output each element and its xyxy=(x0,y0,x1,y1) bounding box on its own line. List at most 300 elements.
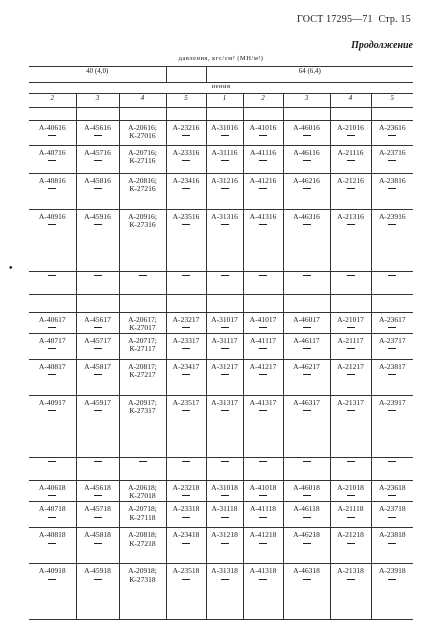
cell-content xyxy=(207,396,243,412)
dash-mark xyxy=(303,579,311,580)
dash-mark xyxy=(221,348,229,349)
designation-code: А-45917 xyxy=(84,397,111,407)
dash-mark xyxy=(48,160,56,161)
dash-mark xyxy=(259,410,267,411)
section-label: нения xyxy=(29,82,413,93)
dash-mark xyxy=(347,135,355,136)
dash-mark xyxy=(347,224,355,225)
designation-code: А-46316 xyxy=(293,211,320,221)
designation-code: А-40616 xyxy=(38,122,66,132)
cell-content xyxy=(167,334,206,350)
table-cell xyxy=(206,145,243,173)
dash-mark xyxy=(388,327,396,328)
column-number: 5 xyxy=(371,93,413,107)
dash-mark xyxy=(48,224,56,225)
dash-mark xyxy=(94,348,102,349)
pressure-left: 40 (4,0) xyxy=(29,66,166,82)
designation-code: А-46016 xyxy=(293,122,320,132)
table-cell xyxy=(76,107,119,120)
designation-code: А-23918 xyxy=(378,566,406,575)
gap-cell xyxy=(371,271,413,294)
cell-content xyxy=(331,121,371,137)
cell-content xyxy=(77,396,119,412)
dash-mark xyxy=(182,374,190,375)
dash-mark xyxy=(303,224,311,225)
cell-content xyxy=(244,108,283,111)
dash-mark xyxy=(259,275,267,276)
table-cell xyxy=(29,209,76,271)
cell-content xyxy=(244,174,283,190)
designation-code: А-46216 xyxy=(293,175,320,185)
table-cell xyxy=(166,564,206,620)
cell-content xyxy=(167,564,206,580)
designation-code: А-21116 xyxy=(337,147,364,157)
dash-mark xyxy=(347,327,355,328)
cell-content xyxy=(207,210,243,226)
dash-mark xyxy=(139,461,147,462)
cell-content xyxy=(331,313,371,329)
cell-content xyxy=(29,528,76,544)
table-cell xyxy=(330,480,371,501)
dash-mark xyxy=(48,188,56,189)
table-cell xyxy=(166,359,206,395)
cell-content xyxy=(77,313,119,329)
dash-mark xyxy=(303,160,311,161)
dash-mark xyxy=(182,495,190,496)
designation-code: А-21318 xyxy=(337,566,364,575)
table-cell xyxy=(119,359,166,395)
dash-mark xyxy=(94,188,102,189)
column-number: 3 xyxy=(283,93,330,107)
pressure-header-row xyxy=(29,55,413,66)
table-cell xyxy=(119,173,166,209)
cell-content xyxy=(284,146,330,162)
standard-header xyxy=(297,14,411,25)
cell-content xyxy=(167,174,206,190)
table-cell xyxy=(76,145,119,173)
cell-content xyxy=(29,481,76,497)
alternate-code: К-27316 xyxy=(129,220,156,230)
designation-code: А-31118 xyxy=(211,504,238,513)
designation-code: А-23917 xyxy=(378,397,406,407)
table-cell xyxy=(371,120,413,145)
cell-content xyxy=(207,481,243,497)
table-cell xyxy=(330,312,371,333)
cell-content xyxy=(77,295,119,298)
dash-mark xyxy=(48,275,56,276)
designation-code: А-31316 xyxy=(211,211,238,221)
designation-code: А-46116 xyxy=(293,147,320,157)
cell-content xyxy=(207,174,243,190)
cell-content xyxy=(284,210,330,226)
dash-mark xyxy=(94,374,102,375)
designation-code: А-46217 xyxy=(293,361,320,371)
table-cell xyxy=(243,312,283,333)
column-number: 1 xyxy=(206,93,243,107)
gap-cell xyxy=(206,271,243,294)
dash-mark xyxy=(388,374,396,375)
dash-mark xyxy=(182,188,190,189)
table-cell xyxy=(283,333,330,359)
table-cell xyxy=(206,480,243,501)
dash-mark xyxy=(347,275,355,276)
designation-code: А-40817 xyxy=(38,361,66,371)
designation-code: А-41118 xyxy=(249,504,277,513)
designation-code: А-23618 xyxy=(378,482,406,492)
cell-content xyxy=(372,334,414,350)
table-cell xyxy=(119,395,166,457)
designation-code: А-21117 xyxy=(337,335,364,345)
dash-mark xyxy=(388,517,396,518)
table-cell xyxy=(29,145,76,173)
designation-code: А-40617 xyxy=(38,314,66,324)
table-cell xyxy=(119,107,166,120)
table-cell xyxy=(243,294,283,312)
cell-content xyxy=(167,121,206,137)
dash-mark xyxy=(259,135,267,136)
cell-content xyxy=(120,121,166,141)
gap-cell xyxy=(76,271,119,294)
cell-content xyxy=(284,396,330,412)
dash-mark xyxy=(259,517,267,518)
table-cell xyxy=(330,145,371,173)
cell-content xyxy=(207,146,243,162)
designation-code: А-41218 xyxy=(249,530,277,539)
designation-code: А-46017 xyxy=(293,314,320,324)
designation-code: А-23218 xyxy=(172,482,200,492)
table-cell xyxy=(119,333,166,359)
cell-content xyxy=(244,121,283,137)
table-cell xyxy=(166,528,206,564)
table-cell xyxy=(206,209,243,271)
designation-code: А-31217 xyxy=(211,361,238,371)
column-number: 4 xyxy=(119,93,166,107)
cell-content xyxy=(77,502,119,518)
dash-mark xyxy=(388,543,396,544)
designation-code: А-23818 xyxy=(378,530,406,539)
designation-code: А-31016 xyxy=(211,122,238,132)
dash-mark xyxy=(94,495,102,496)
cell-content xyxy=(331,360,371,376)
margin-bullet: • xyxy=(9,263,13,274)
table-cell xyxy=(166,145,206,173)
dash-mark xyxy=(259,188,267,189)
dash-mark xyxy=(221,495,229,496)
gap-cell xyxy=(330,457,371,480)
dash-mark xyxy=(182,579,190,580)
cell-content xyxy=(167,146,206,162)
alternate-code: К-27118 xyxy=(129,512,156,522)
cell-content xyxy=(207,360,243,376)
designation-code: А-31317 xyxy=(211,397,238,407)
dash-mark xyxy=(182,348,190,349)
table-cell xyxy=(76,209,119,271)
designation-code: А-21317 xyxy=(337,397,364,407)
designation-code: А-23316 xyxy=(172,147,200,157)
cell-content xyxy=(244,396,283,412)
cell-content xyxy=(29,396,76,412)
cell-content xyxy=(120,481,166,501)
dash-mark xyxy=(221,160,229,161)
dash-mark xyxy=(221,374,229,375)
cell-content xyxy=(167,528,206,544)
column-number: 5 xyxy=(166,93,206,107)
table-row xyxy=(29,173,413,209)
dash-mark xyxy=(259,160,267,161)
table-cell xyxy=(166,480,206,501)
gap-cell xyxy=(206,457,243,480)
dash-mark xyxy=(48,517,56,518)
dash-mark xyxy=(182,135,190,136)
table-cell xyxy=(166,333,206,359)
cell-content xyxy=(244,481,283,497)
dash-mark xyxy=(347,543,355,544)
table-cell xyxy=(29,107,76,120)
table-cell xyxy=(371,145,413,173)
cell-content xyxy=(372,146,414,162)
table-cell xyxy=(76,502,119,528)
table-cell xyxy=(166,209,206,271)
table-cell xyxy=(243,564,283,620)
dash-mark xyxy=(182,543,190,544)
designation-code: А-21017 xyxy=(337,314,364,324)
cell-content xyxy=(207,502,243,518)
cell-content xyxy=(29,174,76,190)
table-cell xyxy=(76,359,119,395)
cell-content xyxy=(331,396,371,412)
designation-code: А-20717; xyxy=(128,335,157,345)
table-cell xyxy=(330,359,371,395)
cell-content xyxy=(372,313,414,329)
column-number-row xyxy=(29,93,413,107)
cell-content xyxy=(167,481,206,497)
dash-mark xyxy=(139,275,147,276)
gap-cell xyxy=(371,457,413,480)
cell-content xyxy=(29,146,76,162)
dash-mark xyxy=(48,495,56,496)
table-cell xyxy=(330,333,371,359)
table-row xyxy=(29,564,413,620)
designation-code: А-21217 xyxy=(337,361,364,371)
designation-code: А-45716 xyxy=(84,147,111,157)
gap-cell xyxy=(283,271,330,294)
table-cell xyxy=(29,120,76,145)
designation-code: А-45718 xyxy=(84,504,111,513)
designation-code: А-23518 xyxy=(172,566,200,575)
dash-mark xyxy=(388,461,396,462)
designation-code: А-20817; xyxy=(128,361,157,371)
table-cell xyxy=(243,395,283,457)
dash-mark xyxy=(221,410,229,411)
cell-content xyxy=(207,313,243,329)
cell-content xyxy=(77,121,119,137)
cell-content xyxy=(244,564,283,580)
designation-code: А-41217 xyxy=(249,361,277,371)
dash-mark xyxy=(347,188,355,189)
table-cell xyxy=(29,480,76,501)
alternate-code: К-27216 xyxy=(129,184,156,194)
table-cell xyxy=(29,528,76,564)
designation-code: А-41316 xyxy=(249,211,277,221)
gap-cell xyxy=(119,457,166,480)
cell-content xyxy=(331,210,371,226)
dash-mark xyxy=(303,275,311,276)
cell-content xyxy=(207,295,243,298)
alternate-code: К-27217 xyxy=(129,370,156,380)
cell-content xyxy=(167,210,206,226)
dash-mark xyxy=(48,327,56,328)
table-cell xyxy=(206,294,243,312)
dash-mark xyxy=(259,224,267,225)
designation-code: А-31218 xyxy=(211,530,238,539)
dash-mark xyxy=(48,543,56,544)
table-cell xyxy=(330,107,371,120)
dash-mark xyxy=(388,348,396,349)
dash-mark xyxy=(182,275,190,276)
dash-mark xyxy=(347,461,355,462)
cell-content xyxy=(29,360,76,376)
designation-code: А-45617 xyxy=(84,314,111,324)
designation-code: А-40717 xyxy=(38,335,66,345)
dash-mark xyxy=(221,224,229,225)
cell-content xyxy=(372,210,414,226)
designation-code: А-21218 xyxy=(337,530,364,539)
designation-code: А-20616; xyxy=(128,122,157,132)
dash-mark xyxy=(388,410,396,411)
dash-mark xyxy=(94,461,102,462)
dash-mark xyxy=(221,135,229,136)
dash-mark xyxy=(388,579,396,580)
cell-content xyxy=(284,121,330,137)
table-cell xyxy=(29,312,76,333)
designation-code: А-46118 xyxy=(293,504,320,513)
table-cell xyxy=(330,209,371,271)
cell-content xyxy=(284,528,330,544)
table-cell xyxy=(206,120,243,145)
table-cell xyxy=(119,502,166,528)
dash-mark xyxy=(259,543,267,544)
dash-mark xyxy=(48,348,56,349)
table-row xyxy=(29,107,413,120)
cell-content xyxy=(284,108,330,111)
table-cell xyxy=(330,564,371,620)
cell-content xyxy=(284,360,330,376)
dash-mark xyxy=(221,461,229,462)
cell-content xyxy=(120,210,166,230)
cell-content xyxy=(244,502,283,518)
cell-content xyxy=(372,121,414,137)
table-cell xyxy=(76,294,119,312)
dash-mark xyxy=(303,348,311,349)
table-cell xyxy=(283,173,330,209)
dash-mark xyxy=(182,461,190,462)
table-cell xyxy=(206,528,243,564)
designation-code: А-21018 xyxy=(337,482,364,492)
table-cell xyxy=(166,294,206,312)
cell-content xyxy=(207,528,243,544)
table-cell xyxy=(76,564,119,620)
cell-content xyxy=(372,360,414,376)
cell-content xyxy=(207,108,243,111)
designation-code: А-21016 xyxy=(337,122,364,132)
cell-content xyxy=(120,146,166,166)
designation-code: А-31116 xyxy=(211,147,238,157)
dash-mark xyxy=(48,579,56,580)
group-gap-row xyxy=(29,271,413,294)
continued-label: Продолжение xyxy=(351,40,413,51)
alternate-code: К-27016 xyxy=(129,131,156,141)
table-cell xyxy=(371,333,413,359)
cell-content xyxy=(167,502,206,518)
designation-code: А-41017 xyxy=(249,314,277,324)
designation-code: А-23417 xyxy=(172,361,200,371)
dash-mark xyxy=(221,543,229,544)
dash-mark xyxy=(303,517,311,518)
dash-mark xyxy=(388,160,396,161)
cell-content xyxy=(244,295,283,298)
dash-mark xyxy=(388,135,396,136)
cell-content xyxy=(120,528,166,548)
dash-mark xyxy=(303,188,311,189)
designation-code: А-40918 xyxy=(38,566,66,575)
cell-content xyxy=(77,360,119,376)
cell-content xyxy=(29,121,76,137)
dash-mark xyxy=(259,327,267,328)
table-cell xyxy=(166,312,206,333)
table-cell xyxy=(283,294,330,312)
cell-content xyxy=(244,360,283,376)
pressure-right: 64 (6,4) xyxy=(206,66,413,82)
designation-code: А-41018 xyxy=(249,482,277,492)
table-cell xyxy=(29,359,76,395)
table-cell xyxy=(29,294,76,312)
dash-mark xyxy=(347,410,355,411)
designation-code: А-31018 xyxy=(211,482,238,492)
gap-cell xyxy=(119,271,166,294)
designation-code: А-45816 xyxy=(84,175,111,185)
dash-mark xyxy=(221,579,229,580)
designation-code: А-20718; xyxy=(128,504,157,513)
table-cell xyxy=(371,209,413,271)
designation-code: А-31017 xyxy=(211,314,238,324)
cell-content xyxy=(331,564,371,580)
dash-mark xyxy=(221,517,229,518)
table-cell xyxy=(330,395,371,457)
table-cell xyxy=(283,209,330,271)
dash-mark xyxy=(388,224,396,225)
cell-content xyxy=(120,174,166,194)
table-cell xyxy=(243,528,283,564)
designation-code: А-46117 xyxy=(293,335,320,345)
gap-cell xyxy=(243,457,283,480)
table-cell xyxy=(371,294,413,312)
cell-content xyxy=(372,174,414,190)
designation-code: А-31216 xyxy=(211,175,238,185)
alternate-code: К-27018 xyxy=(129,491,156,501)
cell-content xyxy=(77,334,119,350)
cell-content xyxy=(77,174,119,190)
designation-code: А-20918; xyxy=(128,566,157,575)
cell-content xyxy=(29,108,76,111)
table-cell xyxy=(206,333,243,359)
cell-content xyxy=(167,108,206,111)
designation-code: А-41117 xyxy=(249,335,277,345)
dash-mark xyxy=(94,579,102,580)
table-cell xyxy=(119,480,166,501)
dash-mark xyxy=(347,348,355,349)
table-row xyxy=(29,395,413,457)
designation-code: А-41318 xyxy=(249,566,277,575)
